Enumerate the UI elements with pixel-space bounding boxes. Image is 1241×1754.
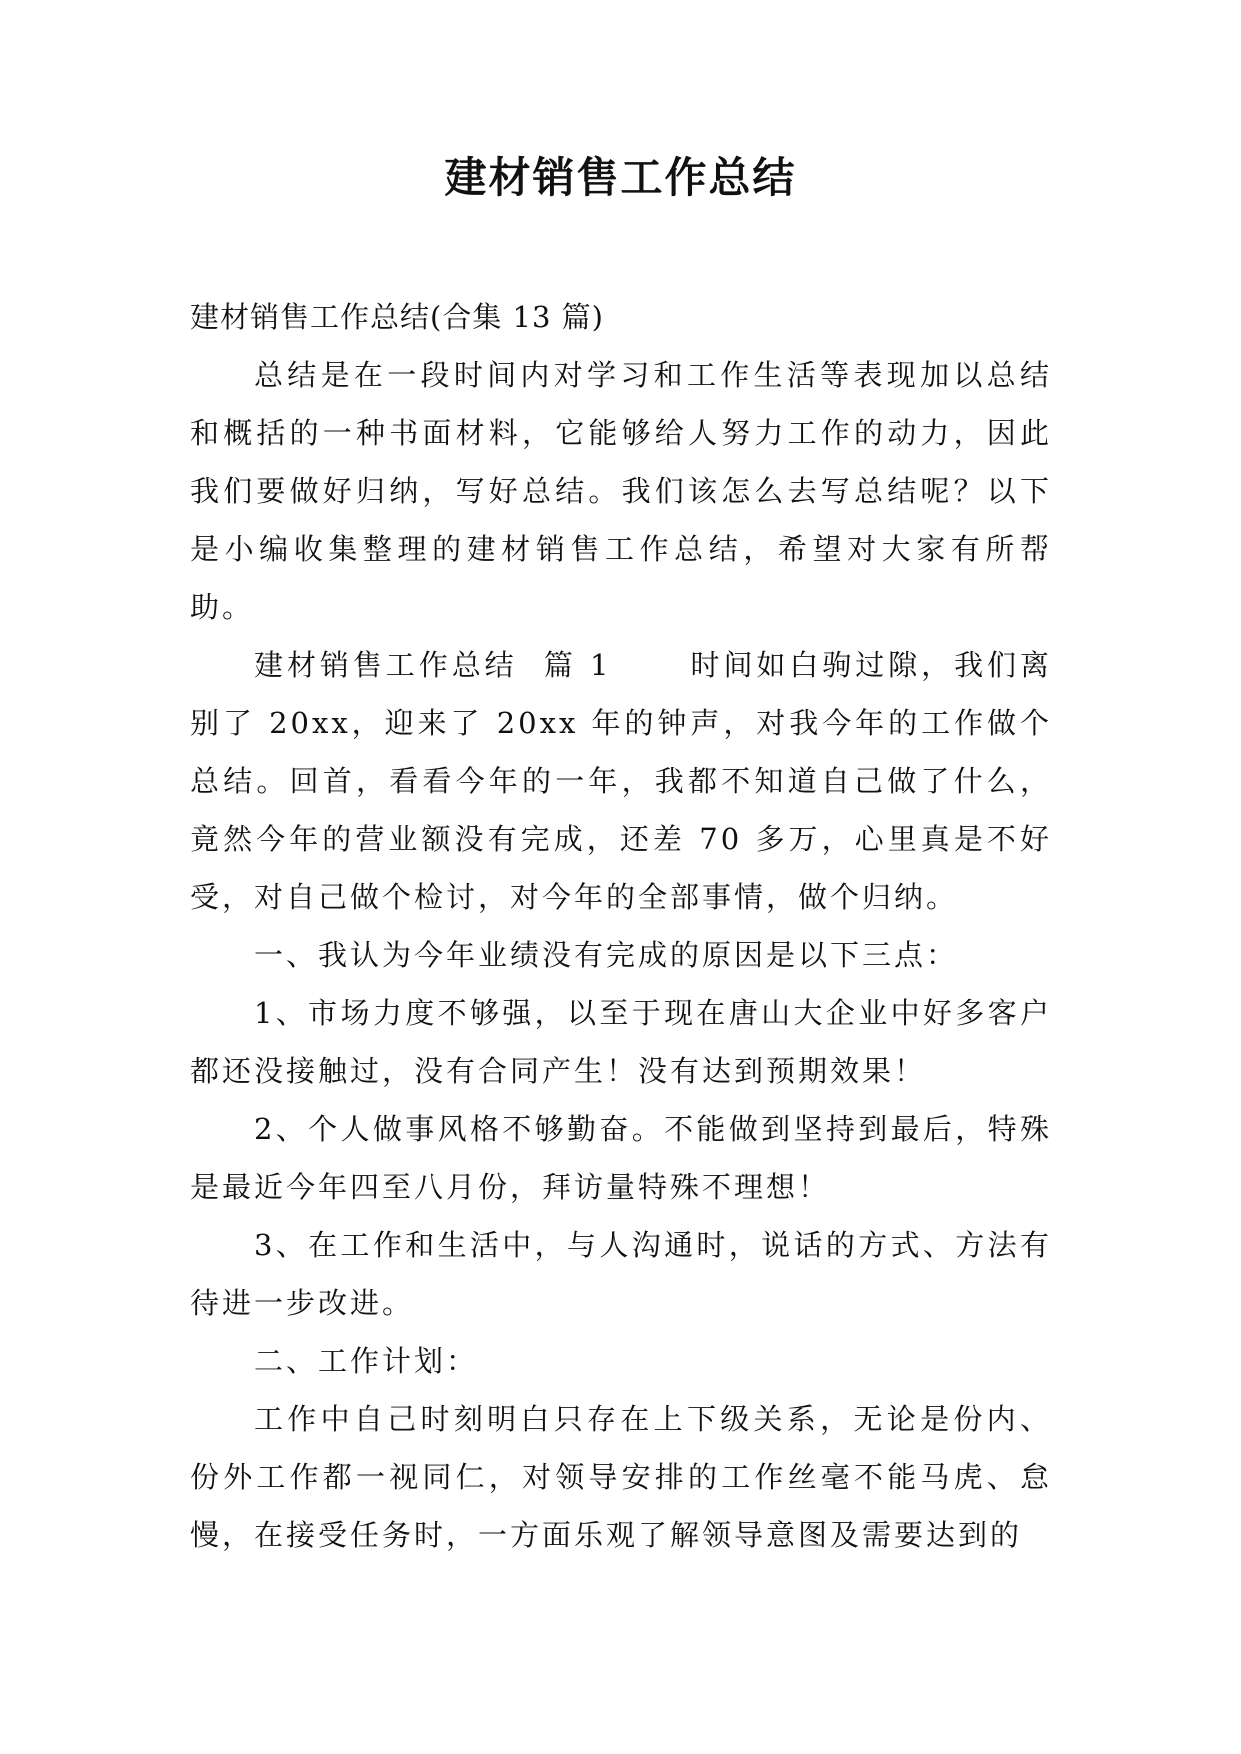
- section-heading-reasons: 一、我认为今年业绩没有完成的原因是以下三点：: [254, 938, 959, 972]
- paragraph-part-1: 建材销售工作总结 篇 1 时间如白驹过隙，我们离别了 20xx，迎来了 20xx 年的钟声，对我今年的工作做个总结。回首，看看今年的一年，我都不知道自己做了什么，竟然今年的营业额没有完成，还差 70 多万，心里真是不好受，对自己做个检讨，对今年的全部事情，做个归纳。: [190, 648, 1052, 914]
- section-heading-plan: 二、工作计划：: [254, 1344, 479, 1378]
- document-title: 建材销售工作总结: [444, 153, 797, 202]
- list-item-reason-3: 3、在工作和生活中，与人沟通时，说话的方式、方法有待进一步改进。: [190, 1228, 1052, 1320]
- paragraph-work-plan: 工作中自己时刻明白只存在上下级关系，无论是份内、份外工作都一视同仁，对领导安排的工作丝毫不能马虎、怠慢，在接受任务时，一方面乐观了解领导意图及需要达到的: [190, 1402, 1052, 1552]
- list-item-reason-1: 1、市场力度不够强，以至于现在唐山大企业中好多客户都还没接触过，没有合同产生！没有达到预期效果！: [190, 996, 1052, 1088]
- paragraph-intro: 总结是在一段时间内对学习和工作生活等表现加以总结和概括的一种书面材料，它能够给人努力工作的动力，因此我们要做好归纳，写好总结。我们该怎么去写总结呢？以下是小编收集整理的建材销售工作总结，希望对大家有所帮助。: [190, 358, 1052, 624]
- document-subtitle: 建材销售工作总结(合集 13 篇): [190, 300, 604, 334]
- document-body: [190, 288, 1052, 1564]
- list-item-reason-2: 2、个人做事风格不够勤奋。不能做到坚持到最后，特殊是最近今年四至八月份，拜访量特殊不理想！: [190, 1112, 1052, 1204]
